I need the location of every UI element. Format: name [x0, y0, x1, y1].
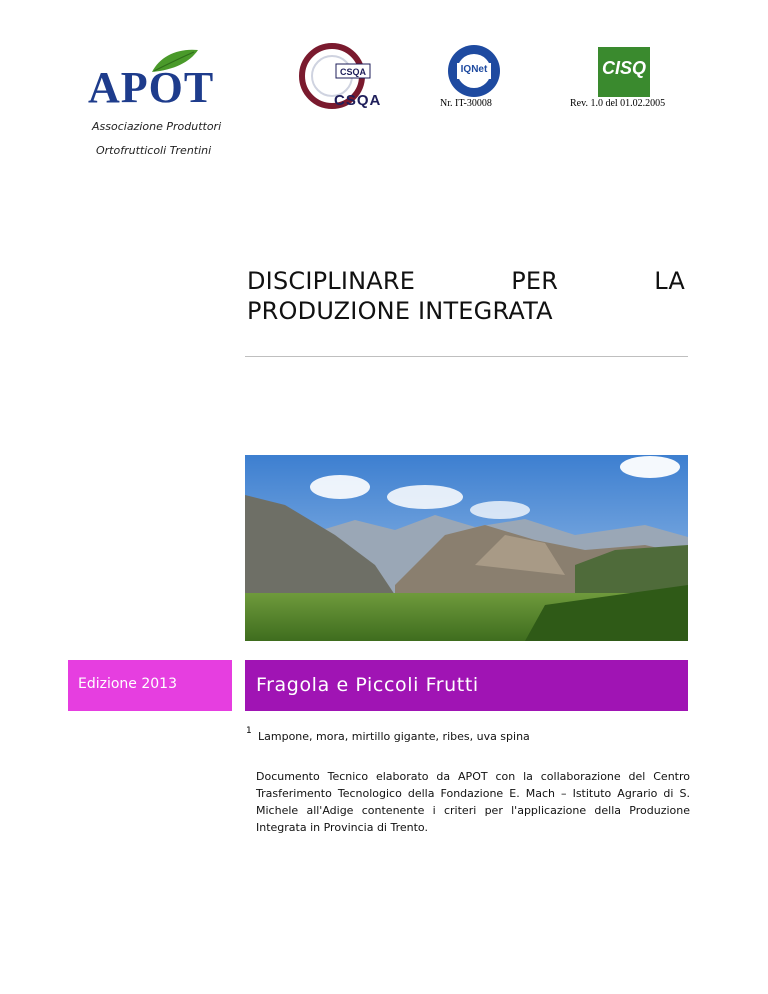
document-description: Documento Tecnico elaborato da APOT con la collaborazione del Centro Trasferimento Tecnologico della Fondazione E. Mach – Istituto Agrario di S. Michele all'Adige contenente i criteri per l'applicazione della Produzione Integrata in Provincia di Trento.: [256, 770, 690, 834]
iqnet-logo: IQNet: [460, 64, 488, 75]
apot-subtitle-line2: Ortofrutticoli Trentini: [96, 144, 212, 157]
edition-label: Edizione 2013: [78, 676, 177, 692]
cisq-logo: CISQ: [601, 58, 646, 78]
crop-list: Lampone, mora, mirtillo gigante, ribes, uva spina: [258, 730, 530, 743]
crop-title: Fragola e Piccoli Frutti: [256, 674, 479, 696]
svg-text:CSQA: CSQA: [339, 67, 367, 77]
landscape-photo: [245, 455, 688, 641]
title-word-disciplinare: DISCIPLINARE: [247, 267, 416, 295]
certificate-number: Nr. IT-30008: [440, 98, 492, 109]
title-divider: [245, 356, 688, 357]
footnote-mark: 1: [246, 726, 252, 736]
title-word-la: LA: [654, 267, 685, 295]
apot-subtitle-line1: Associazione Produttori: [92, 120, 222, 133]
document-title: [247, 266, 685, 326]
apot-logo: APOT: [88, 63, 215, 112]
csqa-logo: CSQA: [334, 92, 382, 109]
revision-label: Rev. 1.0 del 01.02.2005: [570, 98, 666, 109]
title-line-2: PRODUZIONE INTEGRATA: [247, 297, 553, 325]
title-word-per: PER: [511, 267, 559, 295]
